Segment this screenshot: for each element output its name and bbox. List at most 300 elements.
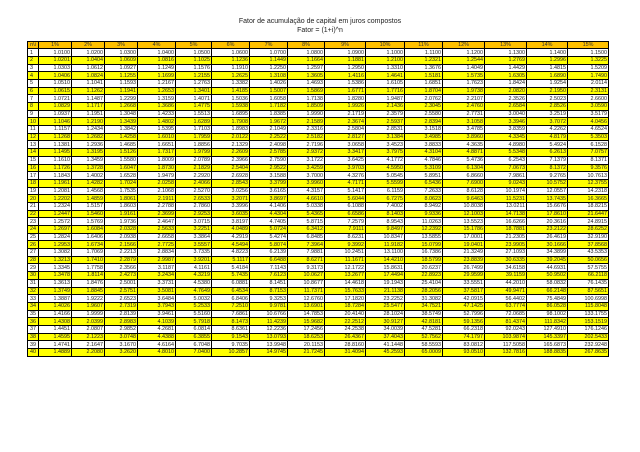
- factor-cell: 1.1576: [176, 64, 212, 72]
- period-cell: 25: [28, 233, 39, 241]
- factor-cell: 3.8697: [250, 195, 288, 203]
- factor-cell: 1.6406: [72, 233, 105, 241]
- factor-cell: 37.5817: [443, 287, 485, 295]
- factor-cell: 267.8635: [568, 349, 609, 357]
- factor-cell: 2.8983: [105, 318, 138, 326]
- factor-cell: 3.0748: [105, 333, 138, 341]
- factor-cell: 2.4273: [105, 272, 138, 280]
- factor-cell: 2.7731: [443, 110, 485, 118]
- factor-cell: 1.0300: [105, 49, 138, 57]
- factor-cell: 3.7975: [366, 149, 405, 157]
- table-row: [28, 310, 609, 318]
- period-cell: 12: [28, 133, 39, 141]
- factor-cell: 176.1246: [568, 325, 609, 333]
- factor-cell: 1.9161: [105, 210, 138, 218]
- factor-cell: 1.4258: [105, 133, 138, 141]
- factor-cell: 8.7153: [250, 287, 288, 295]
- factor-cell: 4.3219: [176, 272, 212, 280]
- factor-cell: 4.3345: [485, 133, 527, 141]
- factor-cell: 1.6851: [405, 79, 443, 87]
- factor-cell: 1.1726: [39, 164, 72, 172]
- table-row: [28, 64, 609, 72]
- factor-cell: 5.4274: [250, 233, 288, 241]
- factor-cell: 12.2236: [250, 325, 288, 333]
- factor-cell: 4.0456: [568, 118, 609, 126]
- factor-cell: 1.1046: [39, 118, 72, 126]
- factor-cell: 13.5855: [405, 233, 443, 241]
- factor-cell: 10.2857: [212, 349, 250, 357]
- table-row: [28, 279, 609, 287]
- factor-cell: 1.8114: [72, 272, 105, 280]
- factor-cell: 1.4071: [176, 95, 212, 103]
- table-row: [28, 349, 609, 357]
- factor-cell: 14.7138: [485, 210, 527, 218]
- factor-cell: 7.2579: [325, 218, 366, 226]
- factor-cell: 6.0881: [212, 279, 250, 287]
- factor-cell: 39.1159: [485, 272, 527, 280]
- factor-cell: 4.1772: [366, 156, 405, 164]
- factor-cell: 2.1911: [138, 195, 176, 203]
- factor-cell: 1.8280: [325, 95, 366, 103]
- factor-cell: 9.3173: [288, 264, 325, 272]
- table-row: [28, 318, 609, 326]
- factor-cell: 1.1941: [105, 87, 138, 95]
- factor-cell: 9.1543: [212, 333, 250, 341]
- factor-cell: 1.6305: [485, 72, 527, 80]
- factor-cell: 1.2653: [138, 87, 176, 95]
- table-row: [28, 249, 609, 257]
- factor-cell: 1.3728: [72, 164, 105, 172]
- factor-cell: 87.5651: [568, 287, 609, 295]
- factor-cell: 1.4693: [288, 79, 325, 87]
- factor-cell: 1.6651: [138, 141, 176, 149]
- factor-cell: 1.4026: [39, 302, 72, 310]
- factor-cell: 6.1304: [443, 164, 485, 172]
- factor-cell: 1.1961: [39, 179, 72, 187]
- factor-cell: 7.2510: [212, 302, 250, 310]
- rate-header: 9%: [325, 41, 366, 49]
- period-cell: 23: [28, 218, 39, 226]
- factor-cell: 6.0814: [176, 325, 212, 333]
- factor-cell: 7.9111: [325, 226, 366, 234]
- factor-cell: 2.0258: [138, 179, 176, 187]
- factor-cell: 5.7435: [212, 272, 250, 280]
- factor-cell: 1.1268: [39, 133, 72, 141]
- factor-cell: 4.3276: [325, 172, 366, 180]
- factor-cell: 13.9948: [250, 341, 288, 349]
- factor-cell: 2.2609: [212, 149, 250, 157]
- factor-cell: 1.0700: [250, 49, 288, 57]
- factor-cell: 1.1664: [288, 56, 325, 64]
- factor-cell: 37.4043: [366, 333, 405, 341]
- factor-cell: 3.7072: [527, 118, 568, 126]
- factor-cell: 1.3613: [39, 279, 72, 287]
- factor-cell: 1.3686: [138, 103, 176, 111]
- period-cell: 29: [28, 264, 39, 272]
- factor-cell: 1.8704: [405, 87, 443, 95]
- factor-cell: 6.2139: [250, 249, 288, 257]
- factor-cell: 6.4534: [212, 287, 250, 295]
- factor-cell: 4.5494: [212, 241, 250, 249]
- page-title: Fator de acumulação de capital em juros compostos: [238, 18, 402, 25]
- factor-cell: 1.5869: [288, 87, 325, 95]
- factor-cell: 3.9703: [325, 164, 366, 172]
- factor-cell: 1.2447: [39, 210, 72, 218]
- factor-cell: 10.7613: [568, 172, 609, 180]
- factor-cell: 3.2251: [176, 226, 212, 234]
- factor-cell: 5.4736: [443, 156, 485, 164]
- factor-cell: 3.0256: [212, 187, 250, 195]
- factor-cell: 103.9874: [485, 333, 527, 341]
- period-cell: 36: [28, 318, 39, 326]
- factor-cell: 1.1200: [443, 49, 485, 57]
- factor-cell: 2.2107: [443, 95, 485, 103]
- factor-cell: 98.1002: [527, 310, 568, 318]
- factor-cell: 1.5460: [72, 210, 105, 218]
- factor-cell: 1.3676: [405, 64, 443, 72]
- factor-cell: 17.1820: [325, 295, 366, 303]
- factor-cell: 34.7521: [405, 302, 443, 310]
- factor-cell: 2.2522: [250, 133, 288, 141]
- factor-cell: 4.8871: [443, 149, 485, 157]
- factor-cell: 1.0400: [138, 49, 176, 57]
- factor-cell: 2.6584: [485, 103, 527, 111]
- factor-cell: 15.1786: [443, 226, 485, 234]
- table-row: [28, 302, 609, 310]
- factor-cell: 42.0915: [443, 295, 485, 303]
- factor-cell: 1.2167: [138, 79, 176, 87]
- factor-cell: 4.7649: [176, 287, 212, 295]
- factor-cell: 127.4910: [527, 325, 568, 333]
- factor-cell: 9.8497: [366, 226, 405, 234]
- factor-cell: 3.4523: [366, 141, 405, 149]
- factor-cell: 1.2697: [39, 226, 72, 234]
- factor-cell: 21.7245: [288, 349, 325, 357]
- period-cell: 30: [28, 272, 39, 280]
- factor-cell: 13.6901: [288, 302, 325, 310]
- factor-cell: 2.3526: [485, 95, 527, 103]
- factor-cell: 5.4365: [288, 210, 325, 218]
- table-row: [28, 272, 609, 280]
- factor-cell: 1.2544: [443, 56, 485, 64]
- period-cell: 34: [28, 302, 39, 310]
- factor-cell: 2.9522: [250, 164, 288, 172]
- factor-cell: 1.7535: [105, 187, 138, 195]
- factor-cell: 1.0721: [39, 95, 72, 103]
- factor-cell: 13.5523: [443, 218, 485, 226]
- factor-cell: 1.5386: [325, 79, 366, 87]
- factor-cell: 145.3397: [527, 333, 568, 341]
- factor-cell: 1.4308: [39, 318, 72, 326]
- factor-cell: 1.2682: [72, 133, 105, 141]
- factor-cell: 4.5380: [176, 279, 212, 287]
- factor-cell: 7.6900: [443, 179, 485, 187]
- factor-cell: 15.9682: [288, 318, 325, 326]
- factor-cell: 38.5749: [405, 310, 443, 318]
- factor-cell: 41.1448: [366, 341, 405, 349]
- factor-cell: 3.4785: [443, 126, 485, 134]
- factor-cell: 117.5058: [485, 341, 527, 349]
- period-cell: 1: [28, 49, 39, 57]
- period-cell: 22: [28, 210, 39, 218]
- table-body: [28, 49, 609, 357]
- factor-cell: 75.4849: [527, 295, 568, 303]
- factor-cell: 14.7853: [288, 310, 325, 318]
- factor-cell: 86.0528: [527, 302, 568, 310]
- factor-cell: 47.1425: [443, 302, 485, 310]
- factor-cell: 1.4049: [443, 64, 485, 72]
- factor-cell: 3.2434: [138, 272, 176, 280]
- factor-cell: 1.2769: [485, 56, 527, 64]
- factor-cell: 1.0612: [72, 64, 105, 72]
- factor-cell: 1.2668: [105, 103, 138, 111]
- factor-cell: 1.2996: [527, 56, 568, 64]
- factor-cell: 2.0122: [212, 133, 250, 141]
- factor-cell: 7.9861: [485, 172, 527, 180]
- factor-cell: 100.6998: [568, 295, 609, 303]
- factor-cell: 1.4685: [105, 141, 138, 149]
- factor-cell: 2.1049: [250, 126, 288, 134]
- factor-cell: 1.2625: [212, 72, 250, 80]
- factor-cell: 1.2155: [176, 72, 212, 80]
- factor-cell: 1.2100: [366, 56, 405, 64]
- factor-cell: 3.0658: [325, 141, 366, 149]
- factor-cell: 1.9479: [138, 172, 176, 180]
- factor-cell: 1.8730: [138, 164, 176, 172]
- table-row: [28, 49, 609, 57]
- factor-cell: 28.1024: [366, 310, 405, 318]
- factor-cell: 1.6289: [176, 118, 212, 126]
- factor-cell: 8.6231: [325, 233, 366, 241]
- factor-cell: 74.1797: [443, 333, 485, 341]
- factor-cell: 2.1436: [366, 103, 405, 111]
- factor-cell: 4.4304: [250, 210, 288, 218]
- factor-cell: 1.3048: [105, 110, 138, 118]
- factor-cell: 30.1666: [527, 241, 568, 249]
- factor-cell: 24.8915: [568, 218, 609, 226]
- factor-cell: 8.0623: [405, 195, 443, 203]
- factor-cell: 2.0820: [485, 87, 527, 95]
- factor-cell: 7.4002: [366, 202, 405, 210]
- factor-cell: 2.1223: [72, 333, 105, 341]
- factor-cell: 8.9543: [366, 218, 405, 226]
- factor-cell: 18.5799: [405, 256, 443, 264]
- factor-cell: 1.5769: [72, 218, 105, 226]
- table-row: [28, 287, 609, 295]
- factor-cell: 1.4451: [39, 325, 72, 333]
- factor-cell: 1.9736: [105, 218, 138, 226]
- factor-cell: 2.3674: [325, 118, 366, 126]
- factor-cell: 6.1088: [325, 202, 366, 210]
- factor-cell: 1.5513: [176, 110, 212, 118]
- factor-cell: 20.1153: [288, 341, 325, 349]
- factor-cell: 2.3131: [568, 87, 609, 95]
- factor-cell: 2.6523: [105, 295, 138, 303]
- factor-cell: 4.8980: [485, 141, 527, 149]
- period-cell: 9: [28, 110, 39, 118]
- factor-cell: 1.3310: [366, 64, 405, 72]
- factor-cell: 2.8531: [366, 126, 405, 134]
- table-row: [28, 141, 609, 149]
- factor-cell: 2.2879: [105, 256, 138, 264]
- factor-cell: 8.1371: [568, 156, 609, 164]
- factor-cell: 3.1187: [138, 264, 176, 272]
- factor-cell: 1.1000: [366, 49, 405, 57]
- factor-cell: 1.9254: [527, 79, 568, 87]
- compound-factor-table: [27, 41, 609, 357]
- factor-cell: 2.1589: [288, 118, 325, 126]
- factor-cell: 2.2788: [138, 202, 176, 210]
- factor-cell: 3.3996: [212, 202, 250, 210]
- factor-cell: 1.4802: [138, 118, 176, 126]
- table-row: [28, 295, 609, 303]
- factor-cell: 1.4233: [138, 110, 176, 118]
- factor-cell: 32.9190: [568, 233, 609, 241]
- factor-cell: 17.2456: [288, 325, 325, 333]
- factor-cell: 29.9599: [443, 272, 485, 280]
- factor-cell: 1.6895: [212, 110, 250, 118]
- factor-cell: 3.7943: [138, 302, 176, 310]
- factor-cell: 3.9960: [288, 179, 325, 187]
- factor-cell: 2.0399: [72, 318, 105, 326]
- factor-cell: 1.0824: [72, 72, 105, 80]
- factor-cell: 3.3417: [325, 149, 366, 157]
- factor-cell: 2.5580: [405, 110, 443, 118]
- factor-cell: 10.1974: [485, 187, 527, 195]
- period-cell: 20: [28, 195, 39, 203]
- factor-cell: 1.5395: [138, 126, 176, 134]
- factor-cell: 12.6760: [288, 295, 325, 303]
- table-row: [28, 187, 609, 195]
- factor-cell: 133.1755: [568, 310, 609, 318]
- period-cell: 2: [28, 56, 39, 64]
- table-row: [28, 118, 609, 126]
- factor-cell: 16.3665: [568, 195, 609, 203]
- factor-cell: 1.3478: [39, 272, 72, 280]
- factor-cell: 14.4210: [366, 256, 405, 264]
- factor-cell: 1.6058: [250, 95, 288, 103]
- factor-cell: 1.1041: [72, 79, 105, 87]
- factor-cell: 81.4374: [485, 318, 527, 326]
- factor-cell: 1.7103: [176, 126, 212, 134]
- factor-cell: 4.2919: [212, 233, 250, 241]
- factor-cell: 2.7860: [176, 202, 212, 210]
- period-cell: 38: [28, 333, 39, 341]
- period-cell: 18: [28, 179, 39, 187]
- period-cell: 37: [28, 325, 39, 333]
- factor-cell: 2.6928: [212, 172, 250, 180]
- factor-cell: 2.8394: [405, 118, 443, 126]
- factor-cell: 59.1356: [443, 318, 485, 326]
- table-row: [28, 56, 609, 64]
- period-cell: 35: [28, 310, 39, 318]
- factor-cell: 10.0627: [288, 272, 325, 280]
- factor-cell: 2.8127: [325, 133, 366, 141]
- factor-cell: 3.5179: [568, 110, 609, 118]
- factor-cell: 13.0211: [485, 202, 527, 210]
- factor-cell: 1.4815: [527, 64, 568, 72]
- factor-cell: 7.2633: [405, 187, 443, 195]
- factor-cell: 1.1249: [138, 64, 176, 72]
- table-row: [28, 156, 609, 164]
- table-row: [28, 195, 609, 203]
- factor-cell: 2.6658: [138, 233, 176, 241]
- factor-cell: 6.7275: [366, 195, 405, 203]
- factor-cell: 1.0600: [212, 49, 250, 57]
- factor-cell: 1.8509: [288, 103, 325, 111]
- factor-cell: 1.2081: [39, 187, 72, 195]
- factor-cell: 21.3249: [443, 249, 485, 257]
- factor-cell: 20.3616: [527, 218, 568, 226]
- period-cell: 6: [28, 87, 39, 95]
- period-cell: 14: [28, 149, 39, 157]
- factor-cell: 3.1588: [250, 172, 288, 180]
- factor-cell: 4.4388: [138, 333, 176, 341]
- factor-cell: 3.8833: [405, 141, 443, 149]
- factor-cell: 5.4184: [212, 264, 250, 272]
- factor-cell: 13.1100: [366, 249, 405, 257]
- factor-cell: 1.4595: [39, 333, 72, 341]
- factor-cell: 7.3964: [288, 241, 325, 249]
- factor-cell: 3.2519: [527, 110, 568, 118]
- factor-cell: 2.5001: [105, 279, 138, 287]
- factor-cell: 1.0406: [39, 72, 72, 80]
- factor-cell: 1.0303: [39, 64, 72, 72]
- factor-cell: 115.8048: [568, 302, 609, 310]
- factor-cell: 1.3842: [105, 126, 138, 134]
- table-row: [28, 133, 609, 141]
- factor-cell: 15.0799: [405, 241, 443, 249]
- factor-cell: 3.6035: [212, 210, 250, 218]
- factor-cell: 2.0938: [105, 233, 138, 241]
- factor-cell: 1.7317: [138, 149, 176, 157]
- factor-cell: 1.0609: [105, 56, 138, 64]
- factor-cell: 6.5436: [405, 179, 443, 187]
- factor-cell: 19.0401: [443, 241, 485, 249]
- factor-cell: 11.1671: [325, 256, 366, 264]
- factor-cell: 6.6586: [325, 210, 366, 218]
- factor-cell: 2.1329: [212, 141, 250, 149]
- period-cell: 16: [28, 164, 39, 172]
- factor-cell: 2.9372: [288, 149, 325, 157]
- factor-cell: 2.1719: [325, 110, 366, 118]
- factor-cell: 1.1262: [72, 87, 105, 95]
- factor-cell: 8.1451: [250, 279, 288, 287]
- factor-cell: 20.6237: [405, 264, 443, 272]
- factor-cell: 2.9253: [176, 210, 212, 218]
- factor-cell: 12.0557: [527, 187, 568, 195]
- factor-cell: 2.8139: [105, 310, 138, 318]
- period-cell: 17: [28, 172, 39, 180]
- factor-cell: 1.2572: [39, 218, 72, 226]
- factor-cell: 3.3946: [485, 118, 527, 126]
- factor-cell: 1.7623: [443, 79, 485, 87]
- table-row: [28, 202, 609, 210]
- factor-cell: 1.1300: [485, 49, 527, 57]
- factor-cell: 1.3082: [39, 249, 72, 257]
- factor-cell: 2.0789: [176, 156, 212, 164]
- factor-cell: 65.0009: [405, 349, 443, 357]
- factor-cell: 34.0039: [366, 325, 405, 333]
- factor-cell: 1.6890: [527, 72, 568, 80]
- factor-cell: 1.5181: [405, 72, 443, 80]
- factor-cell: 1.8476: [72, 279, 105, 287]
- factor-cell: 2.7319: [105, 302, 138, 310]
- factor-cell: 1.3605: [288, 72, 325, 80]
- factor-cell: 1.6105: [366, 79, 405, 87]
- rate-header: 2%: [72, 41, 105, 49]
- factor-cell: 4.6164: [138, 341, 176, 349]
